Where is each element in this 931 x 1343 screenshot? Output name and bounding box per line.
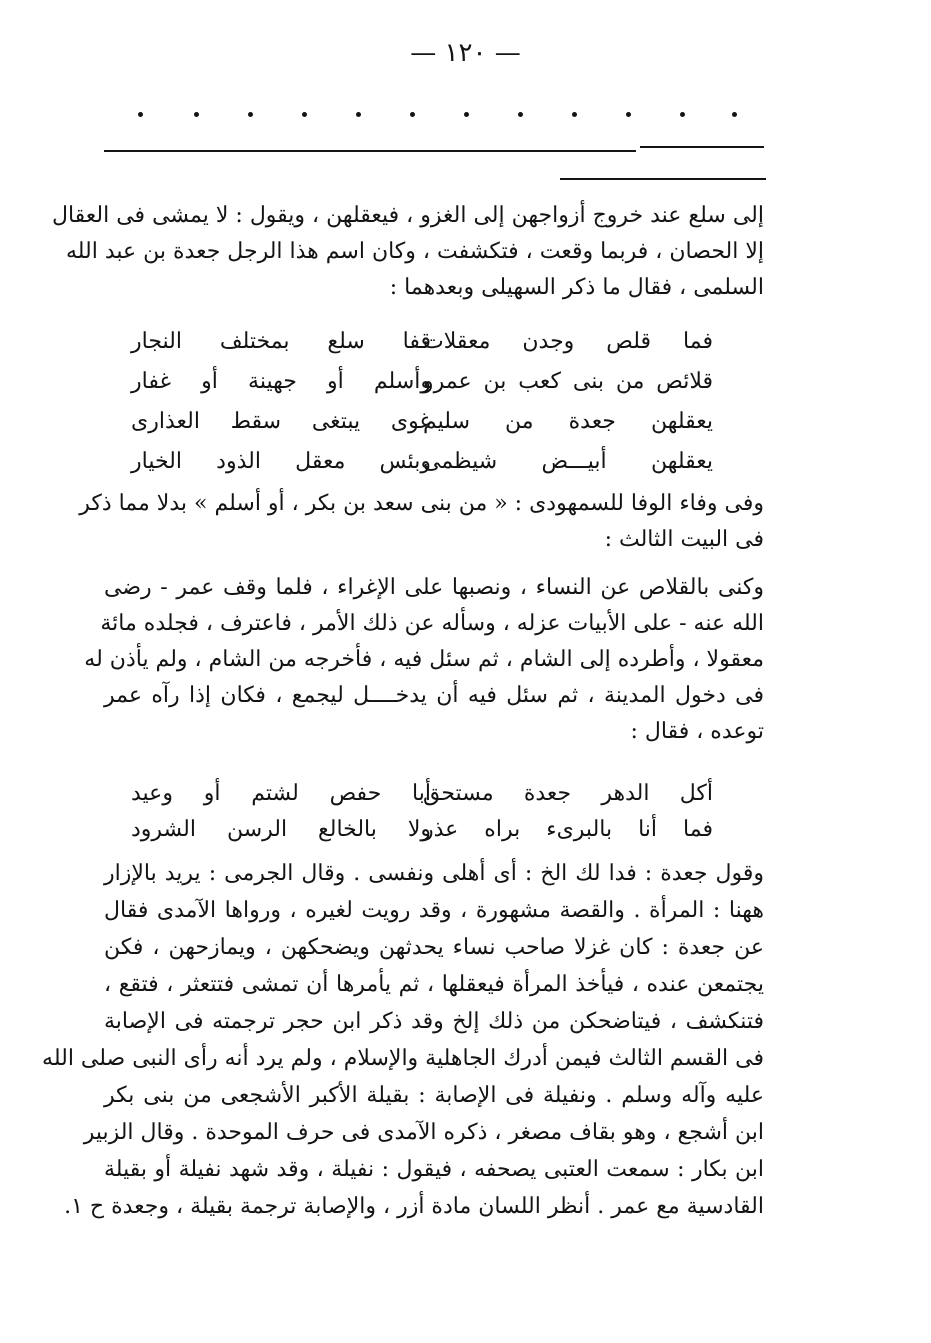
ornament-dot xyxy=(626,112,631,117)
ornamental-dot-row xyxy=(128,104,748,128)
verse-second-hemistich: وبئس معقل الذود الخيار xyxy=(131,449,431,474)
verse-first-hemistich: فما أنا بالبرىء براه عذر xyxy=(423,817,713,842)
verse-first-hemistich: يعقلهن جعدة من سليم xyxy=(423,409,713,434)
ornament-dot xyxy=(194,112,199,117)
text-line: السلمى ، فقال ما ذكر السهيلى وبعدهما : xyxy=(389,275,764,300)
verse xyxy=(0,364,931,400)
text-line: إلا الحصان ، فربما وقعت ، فتكشفت ، وكان اسم هذا الرجل جعدة بن عبد الله xyxy=(65,239,764,264)
verse xyxy=(0,404,931,440)
text-line: الله عنه - على الأبيات عزله ، وسأله عن ذلك الأمر ، فاعترف ، فجلده مائة xyxy=(100,611,764,636)
verse-second-hemistich: قفا سلع بمختلف النجار xyxy=(131,329,431,354)
verse-second-hemistich: غوى يبتغى سقط العذارى xyxy=(131,409,431,434)
text-line: وكنى بالقلاص عن النساء ، ونصبها على الإغراء ، فلما وقف عمر - رضى xyxy=(104,575,764,600)
ornament-dot xyxy=(248,112,253,117)
ornament-dot xyxy=(138,112,143,117)
verse-first-hemistich: يعقلهن أبيـــض شيظمى xyxy=(423,449,713,474)
verse-second-hemistich: أبا حفص لشتم أو وعيد xyxy=(131,781,431,806)
verse-second-hemistich: ولا بالخالع الرسن الشرود xyxy=(131,817,431,842)
text-line: فى دخول المدينة ، ثم سئل فيه أن يدخــــل ليجمع ، فكان إذا رآه عمر xyxy=(104,683,764,708)
verse-first-hemistich: فما قلص وجدن معقلات xyxy=(423,329,713,354)
text-line: ههنا : المرأة . والقصة مشهورة ، وقد رويت لغيره ، ورواها الآمدى فقال xyxy=(104,898,764,923)
text-line: وقول جعدة : فدا لك الخ : أى أهلى ونفسى . وقال الجرمى : يريد بالإزار xyxy=(104,861,764,886)
ornament-dot xyxy=(302,112,307,117)
text-line: معقولا ، وأطرده إلى الشام ، ثم سئل فيه ، فأخرجه من الشام ، ولم يأذن له xyxy=(84,647,764,672)
text-line: فتنكشف ، فيتاضحكن من ذلك إلخ وقد ذكر ابن حجر ترجمته فى الإصابة xyxy=(104,1009,764,1034)
verse-first-hemistich: قلائص من بنى كعب بن عمرو xyxy=(423,369,713,394)
text-line: فى البيت الثالث : xyxy=(604,527,764,552)
text-line: عن جعدة : كان غزلا صاحب نساء يحدثهن ويضحكهن ، ويمازحهن ، فكن xyxy=(104,935,764,960)
text-line: ابن أشجع ، وهو بقاف مصغر ، ذكره الآمدى فى حرف الموحدة . وقال الزبير xyxy=(83,1120,764,1145)
ornament-dot xyxy=(518,112,523,117)
text-line: فى القسم الثالث فيمن أدرك الجاهلية والإسلام ، ولم يرد أنه رأى النبى صلى الله xyxy=(42,1046,764,1071)
text-line: القادسية مع عمر . أنظر اللسان مادة أزر ، والإصابة ترجمة بقيلة ، وجعدة ح ١. xyxy=(64,1194,764,1219)
text-line: ابن بكار : سمعت العتبى يصحفه ، فيقول : نفيلة ، وقد شهد نفيلة أو بقيلة xyxy=(104,1157,764,1182)
verse xyxy=(0,776,931,812)
ornament-dot xyxy=(680,112,685,117)
verse xyxy=(0,444,931,480)
text-line: يجتمعن عنده ، فيأخذ المرأة فيعقلها ، ثم يأمرها أن تمشى فتتعثر ، فتقع ، xyxy=(104,972,764,997)
text-line: إلى سلع عند خروج أزواجهن إلى الغزو ، فيعقلهن ، ويقول : لا يمشى فى العقال xyxy=(51,203,764,228)
verse xyxy=(0,324,931,360)
footnote-separator-rule xyxy=(560,178,766,180)
verse-second-hemistich: وأسلم أو جهينة أو غفار xyxy=(131,369,431,394)
text-line: وفى وفاء الوفا للسمهودى : « من بنى سعد بن بكر ، أو أسلم » بدلا مما ذكر xyxy=(79,491,764,516)
ornament-dot xyxy=(356,112,361,117)
page-number: — ١٢٠ — xyxy=(410,38,521,68)
ornament-dot xyxy=(410,112,415,117)
text-line: عليه وآله وسلم . ونفيلة فى الإصابة : بقيلة الأكبر الأشجعى من بنى بكر xyxy=(104,1083,764,1108)
verse xyxy=(0,812,931,848)
verse-first-hemistich: أكل الدهر جعدة مستحق xyxy=(423,781,713,806)
divider-rule-left xyxy=(104,150,636,152)
text-line: توعده ، فقال : xyxy=(630,719,764,744)
ornament-dot xyxy=(464,112,469,117)
ornament-dot xyxy=(572,112,577,117)
ornament-dot xyxy=(732,112,737,117)
divider-rule-right xyxy=(640,146,764,148)
